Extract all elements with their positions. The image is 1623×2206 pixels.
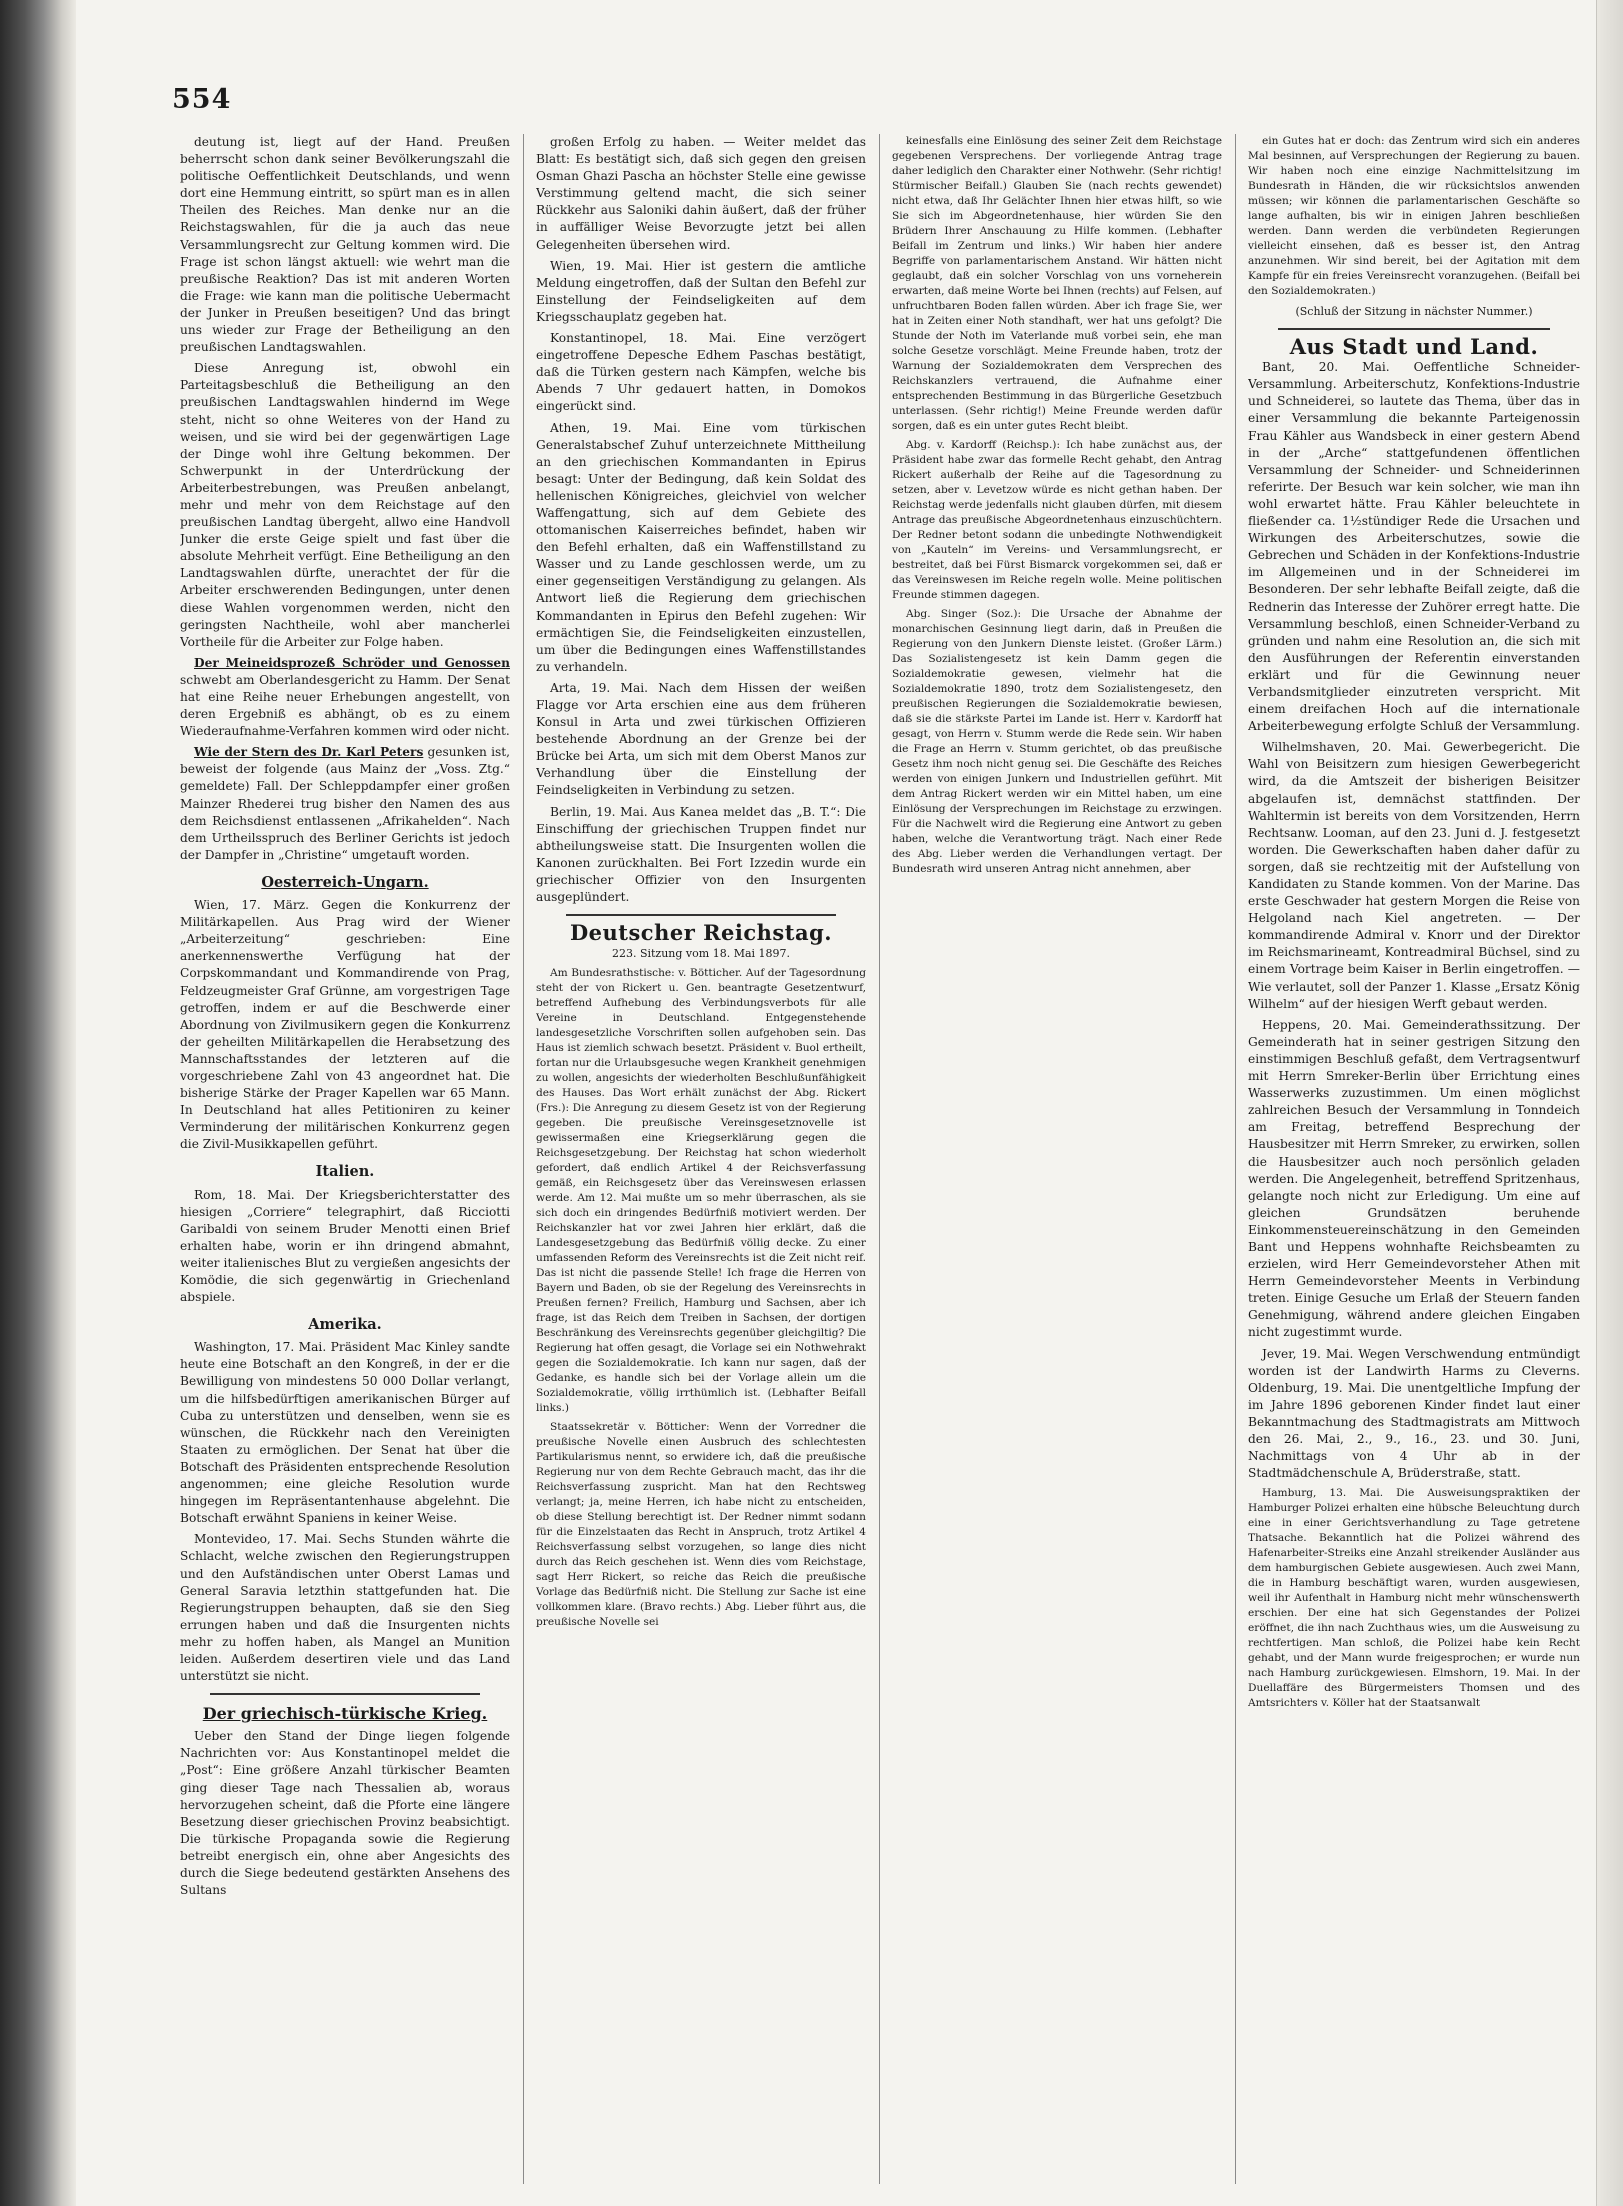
paragraph: Arta, 19. Mai. Nach dem Hissen der weißen Flagge vor Arta erschien eine aus dem früheren Konsul in Arta und zwei türkischen Offizieren bestehende Abordnung an der Grenze bei der Brücke bei Arta, um sich mit dem Oberst Manos zur Verhandlung über die Einstellung der Feindseligkeiten in Verbindung zu setzen. xyxy=(536,680,866,798)
article-text: Rom, 18. Mai. Der Kriegsberichterstatter des hiesigen „Corriere“ telegraphirt, daß Ricciotti Garibaldi von seinem Bruder Menotti einen Brief erhalten habe, worin er ihn dringend abmahnt, weiter italienisches Blut zu vergießen angesichts der Komödie, die sich gegenwärtig in Griechenland abspiele. xyxy=(180,1187,510,1305)
article-text: Wilhelmshaven, 20. Mai. Gewerbegericht. Die Wahl von Beisitzern zum hiesigen Gewerbegericht wird, da die Amtszeit der bisherigen Beisitzer abgelaufen ist, demnächst stattfinden. Der Wahltermin ist bereits von dem Vorsitzenden, Herrn Rechtsanw. Looman, auf den 23. Juni d. J. festgesetzt worden. Die Gewerkschaften haben daher dafür zu sorgen, daß sie rechtzeitig mit der Aufstellung von Kandidaten zu Stande kommen. Von der Marine. Das erste Geschwader hat gestern Morgen die Reise von Helgoland nach Kiel angetreten. — Der kommandirende Admiral v. Knorr und der Direktor im Reichsmarineamt, Kontreadmiral Büchsel, sind zu einem Vortrage beim Kaiser in Berlin eingetroffen. — Wie verlautet, soll der Panzer 1. Klasse „Ersatz König Wilhelm“ auf der hiesigen Werft gebaut werden. xyxy=(1248,740,1580,1011)
paragraph: großen Erfolg zu haben. — Weiter meldet das Blatt: Es bestätigt sich, daß sich gegen den greisen Osman Ghazi Pascha an höchster Stelle eine gewisse Verstimmung geltend macht, die sich seiner Rückkehr aus Saloniki dahin äußert, daß der früher in auffälliger Weise Bevorzugte jetzt bei allen Gelegenheiten übersehen wird. xyxy=(536,135,866,252)
article-text: Montevideo, 17. Mai. Sechs Stunden währte die Schlacht, welche zwischen den Regierungstruppen und den Aufständischen unter Oberst Lamas und General Saravia letzthin stattgefunden hat. Die Regierungstruppen behaupten, daß sie den Sieg errungen haben und daß die Insurgenten nichts mehr zu hoffen haben, als Mangel an Munition leiden. Außerdem desertiren viele und das Land unterstützt sie nicht. xyxy=(180,1532,510,1684)
section-heading: Der griechisch-türkische Krieg. xyxy=(202,1704,488,1724)
paragraph: Konstantinopel, 18. Mai. Eine verzögert eingetroffene Depesche Edhem Paschas bestätigt, daß die Türken gestern nach Kämpfen, welche bis Abends 7 Uhr gedauert hatten, in Domokos eingerückt sind. xyxy=(536,331,866,414)
article xyxy=(180,655,510,740)
column-rule xyxy=(1235,134,1236,2184)
paragraph: Wien, 19. Mai. Hier ist gestern die amtliche Meldung eingetroffen, daß der Sultan den Befehl zur Einstellung der Feindseligkeiten auf dem Kriegsschauplatz gegeben hat. xyxy=(536,258,866,324)
column-4 xyxy=(1248,134,1580,2184)
page-edge xyxy=(1596,0,1623,2206)
session-subtitle: 223. Sitzung vom 18. Mai 1897. xyxy=(611,947,791,961)
section-heading: Italien. xyxy=(315,1163,375,1181)
article xyxy=(180,744,510,864)
column-1 xyxy=(180,134,510,2184)
paragraph: deutung ist, liegt auf der Hand. Preußen beherrscht schon dank seiner Bevölkerungszahl die politische Oeffentlichkeit Deutschlands, und wenn dort eine Hemmung eintritt, so spürt man es in allen Theilen des Reiches. Man denke nur an die Reichstagswahlen, für die ja auch das neue Versammlungsrecht zur Geltung kommen wird. Die Frage ist schon längst aktuell: wie wehrt man die preußische Reaktion? Das ist mit anderen Worten die Frage: wie kann man die politische Uebermacht der Junker in Preußen beseitigen? Und das bringt uns wieder zur Frage der Betheiligung an den preußischen Landtagswahlen. xyxy=(180,135,510,355)
section-heading: Oesterreich-Ungarn. xyxy=(261,873,429,891)
text-columns xyxy=(180,134,1580,2184)
paragraph: Abg. Singer (Soz.): Die Ursache der Abnahme der monarchischen Gesinnung liegt darin, daß in Preußen die Regierung von den Junkern Dienste leistet. (Großer Lärm.) Das Sozialistengesetz ist kein Damm gegen die Sozialdemokratie gewesen, vielmehr hat die Sozialdemokratie 1890, trotz dem Sozialistengesetz, den preußischen Regierungen die Sozialdemokratie bewiesen, daß sie die stärkste Partei im Lande ist. Herr v. Kardorff hat gesagt, von Herrn v. Stumm werde die Rede sein. Wir haben die Frage an Herrn v. Stumm gerichtet, ob das preußische Gesetz ihm noch nicht genug sei. Die Geschäfte des Reiches werden von einigen Junkern und Industriellen geführt. Mit dem Antrag Rickert werden wir ein Mittel haben, um eine Einlösung der Versprechungen im Reichstage zu erzwingen. Für die Nachwelt wird die Regierung eine Antwort zu geben haben, welche die Verantwortung trägt. Nach einer Rede des Abg. Lieber werden die Verhandlungen vertagt. Der Bundesrath wird unseren Antrag nicht annehmen, aber xyxy=(892,608,1222,875)
article-title: Der Meineidsprozeß Schröder und Genossen xyxy=(194,655,510,670)
column-2 xyxy=(536,134,866,2184)
article-text: Wien, 17. März. Gegen die Konkurrenz der Militärkapellen. Aus Prag wird der Wiener „Arbeiterzeitung“ geschrieben: Eine anerkennenswerthe Verfügung hat der Corpskommandant und Kommandirende von Prag, Feldzeugmeister Graf Grünne, am vorgestrigen Tage getroffen, indem er auf die Beschwerde einer Abordnung von Zivilmusikern gegen die Konkurrenz der geheilten Militärkapellen die Herabsetzung des Mannschaftsstandes der letzteren auf die vorgeschriebene Zahl von 43 angeordnet hat. Die bisherige Stärke der Prager Kapellen war 65 Mann. In Deutschland hat alles Petitioniren zu keiner Verminderung der militärischen Konkurrenz gegen die Zivil-Musikkapellen geführt. xyxy=(180,898,510,1152)
paragraph: Berlin, 19. Mai. Aus Kanea meldet das „B. T.“: Die Einschiffung der griechischen Truppen findet nur abtheilungsweise statt. Die Insurgenten wollen die Kanonen zurückhalten. Bei Fort Izzedin wurde ein griechischer Offizier von den Insurgenten ausgeplündert. xyxy=(536,804,866,905)
paragraph: ein Gutes hat er doch: das Zentrum wird sich ein anderes Mal besinnen, auf Versprechungen der Regierung zu bauen. Wir haben noch eine einzige Nachmittelsitzung im Bundesrath in Händen, die wir rücksichtslos anwenden müssen; wir können die parlamentarischen Geschäfte so lange aufhalten, bis wir in einigen Jahren beschließen werden. Dann werden die verbündeten Regierungen vielleicht einsehen, daß es besser ist, den Antrag anzunehmen. Wir sind bereit, bei der Agitation mit dem Kampfe für ein freies Vereinsrecht voranzugehen. (Beifall bei den Sozialdemokraten.) xyxy=(1248,135,1580,297)
paragraph: keinesfalls eine Einlösung des seiner Zeit dem Reichstage gegebenen Versprechens. Der vorliegende Antrag trage daher lediglich den Charakter einer Nothwehr. (Sehr richtig! Stürmischer Beifall.) Glauben Sie (nach rechts gewendet) nicht etwa, daß Ihr Gelächter Ihnen hier etwas hilft, so wie Sie sich im Abgeordnetenhause, hier würden Sie den Brüdern Ihrer Anschauung zu Hilfe kommen. (Lebhafter Beifall im Zentrum und links.) Wir haben hier andere Begriffe von parlamentarischem Anstand. Wir hätten nicht geglaubt, daß ein solcher Vorschlag von uns vorneherein erwarten, daß meine Worte bei Ihnen (rechts) auf Felsen, auf unfruchtbaren Boden fallen würden. Aber ich frage Sie, wer hat in Zeiten einer Noth standhaft, wer hat uns gefolgt? Die Stunde der Noth im Vaterlande muß vorbei sein, ehe man solche Gesetze vorschlägt. Meine Freunde haben, trotz der Warnung der Sozialdemokraten dem Versprechen des Reichskanzlers vertrauend, die Aufnahme einer entsprechenden Bestimmung in das Bürgerliche Gesetzbuch unterlassen. (Sehr richtig!) Meine Freunde werden dafür sorgen, daß es ein unter gutes Recht bleibt. xyxy=(892,135,1222,432)
article-title: Wie der Stern des Dr. Karl Peters xyxy=(194,745,424,760)
section-heading: Deutscher Reichstag. xyxy=(569,920,833,946)
separator-rule xyxy=(1278,328,1550,330)
column-rule xyxy=(523,134,524,2184)
article-text: schwebt am Oberlandesgericht zu Hamm. Der Senat hat eine Reihe neuer Erhebungen angestellt, von deren Ergebniß es abhängt, ob es zu einem Wiederaufnahme-Verfahren kommen wird oder nicht. xyxy=(180,672,510,739)
paragraph: Abg. v. Kardorff (Reichsp.): Ich habe zunächst aus, der Präsident habe zwar das formelle Recht gehabt, den Antrag Rickert außerhalb der Reihe auf die Tagesordnung zu setzen, aber v. Levetzow würde es nicht gethan haben. Der Reichstag werde jedenfalls nicht glauben dürfen, mit diesem Antrage das preußische Abgeordnetenhaus einzuschüchtern. Der Redner betont sodann die unbedingte Nothwendigkeit von „Kauteln“ im Vereins- und Versammlungsrecht, er bestreitet, daß bei Fürst Bismarck vorgekommen sei, daß er das Vereinswesen im Reiche regeln wolle. Meine politischen Freunde stimmen dagegen. xyxy=(892,439,1222,601)
binding-edge xyxy=(62,0,76,2206)
separator-rule xyxy=(210,1693,480,1695)
article-text: Hamburg, 13. Mai. Die Ausweisungspraktiken der Hamburger Polizei erhalten eine hübsche Beleuchtung durch eine in einer Gerichtsverhandlung zu Tage getretene Thatsache. Bekanntlich hat die Polizei während des Hafenarbeiter-Streiks eine Anzahl streikender Ausländer aus dem hamburgischen Gebiete ausgewiesen. Auch zwei Mann, die in Hamburg beschäftigt waren, wurden ausgewiesen, weil ihr Aufenthalt in Hamburg nicht mehr wünschenswerth erschien. Der eine hat sich Gegenstandes der Polizei eröffnet, die ihn nach Zuchthaus wies, um die Ausweisung zu rechtfertigen. Man schloß, die Polizei habe kein Recht gehabt, und der Mann wurde freigesprochen; er wurde nun nach Hamburg zurückgewiesen. Elmshorn, 19. Mai. In der Duellaffäre des Bürgermeisters Thomsen und des Amtsrichters v. Köller hat der Staatsanwalt xyxy=(1248,1487,1580,1710)
article-text: gesunken ist, beweist der folgende (aus Mainz der „Voss. Ztg.“ gemeldete) Fall. Der Schleppdampfer einer großen Mainzer Rhederei trug bisher den Namen des aus dem Reichsdienst entlassenen „Afrikahelden“. Nach dem Urtheilsspruch des Berliner Gerichts ist jedoch der Dampfer in „Christine“ umgetauft worden. xyxy=(180,745,510,862)
article-text: Heppens, 20. Mai. Gemeinderathssitzung. Der Gemeinderath hat in seiner gestrigen Sitzung den einstimmigen Beschluß gefaßt, dem Vertragsentwurf mit Herrn Smreker-Berlin über Errichtung eines Wasserwerks zuzustimmen. Um einen möglichst zahlreichen Besuch der Versammlung in Tonndeich am Freitag, betreffend Besprechung der Hausbesitzer mit Herrn Smreker, zu erwirken, sollen die Hausbesitzer auch noch persönlich geladen werden. Die Angelegenheit, betreffend Spritzenhaus, gelangte noch nicht zur Erledigung. Um eine auf gleichen Grundsätzen beruhende Einkommensteuereinschätzung in den Gemeinden Bant und Heppens wohnhafte Reichsbeamten zu erzielen, wird Herr Gemeindevorsteher Athen mit Herrn Gemeindevorsteher Meents in Verbindung treten. Einige Gesuche um Erlaß der Steuern fanden Genehmigung, während andere gleichen Eingaben nicht zugestimmt wurde. xyxy=(1248,1017,1580,1340)
article-text: Washington, 17. Mai. Präsident Mac Kinley sandte heute eine Botschaft an den Kongreß, in der er die Bewilligung von mindestens 50 000 Dollar verlangt, um die hilfsbedürftigen amerikanischen Bürger auf Cuba zu unterstützen und denselben, wenn sie es wünschen, die Rückkehr nach den Vereinigten Staaten zu ermöglichen. Der Senat hat über die Botschaft des Präsidenten entsprechende Resolution angenommen; eine gleiche Resolution wurde hingegen im Repräsentantenhause abgelehnt. Die Botschaft erwähnt Spaniens in keiner Weise. xyxy=(180,1340,510,1526)
column-rule xyxy=(879,134,880,2184)
session-note: (Schluß der Sitzung in nächster Nummer.) xyxy=(1295,305,1533,318)
article-text: Ueber den Stand der Dinge liegen folgende Nachrichten vor: Aus Konstantinopel meldet die „Post“: Eine größere Anzahl türkischer Beamten ging dieser Tage nach Thessalien ab, woraus hervorzugehen scheint, daß die Pforte eine längere Besetzung dieser griechischen Provinz beabsichtigt. Die türkische Propaganda sowie die Regierung betreibt energisch ein, ohne aber Angesichts des durch die Siege bedeutend gestärkten Ansehens des Sultans xyxy=(180,1729,510,1898)
section-heading: Amerika. xyxy=(308,1316,382,1334)
page-number: 554 xyxy=(172,84,232,115)
column-3 xyxy=(892,134,1222,2184)
book-binding xyxy=(0,0,62,2206)
article-text: Staatssekretär v. Bötticher: Wenn der Vorredner die preußische Novelle einen Ausbruch des schlechtesten Partikularismus nennt, so erwidere ich, daß die preußische Regierung nur von dem Rechte Gebrauch macht, das ihr die Reichsverfassung zuspricht. Man hat den Rechtsweg verlangt; ja, meine Herren, ich habe nicht zu entscheiden, ob diese Stellung berechtigt ist. Der Redner nimmt sodann für die Einzelstaaten das Recht in Anspruch, trotz Artikel 4 Reichsverfassung selbst vorzugehen, so lange dies nicht durch das Reich geschehen ist. Wenn dies vom Reichstage, sagt Herr Rickert, so reiche das Reich die preußische Vorlage das Bedürfniß nicht. Die Stellung zur Sache ist eine vollkommen klare. (Bravo rechts.) Abg. Lieber führt aus, die preußische Novelle sei xyxy=(536,1421,866,1629)
separator-rule xyxy=(566,914,836,916)
paragraph: Diese Anregung ist, obwohl ein Parteitagsbeschluß die Betheiligung an den preußischen Landtagswahlen hindernd im Wege steht, nicht so ohne Weiteres von der Hand zu weisen, und sie wird bei der gegenwärtigen Lage der Dinge wohl ihre Geltung bekommen. Der Schwerpunkt in der Unterdrückung der Arbeiterbestrebungen, was Preußen anbelangt, mehr und mehr von dem Reichstage auf den preußischen Landtag übergeht, allwo eine Handvoll Junker die erste Geige spielt und fast über die absolute Mehrheit verfügt. Eine Betheiligung an den Landtagswahlen dürfte, unerachtet der für die Arbeiter erschwerenden Bedingungen, unter denen diese Wahlen vorgenommen werden, nicht den geringsten Nachtheile, wohl aber mancherlei Vortheile für die Arbeiter zur Folge haben. xyxy=(180,361,510,649)
section-heading: Aus Stadt und Land. xyxy=(1289,334,1539,360)
paragraph: Athen, 19. Mai. Eine vom türkischen Generalstabschef Zuhuf unterzeichnete Mittheilung an den griechischen Kommandanten in Epirus besagt: Unter der Bedingung, daß kein Soldat des hellenischen Königreiches, gleichviel von welcher Waffengattung, sich auf dem Gebiete des ottomanischen Kaiserreiches befindet, haben wir den Befehl erhalten, daß ein Waffenstillstand zu Wasser und zu Lande geschlossen werde, um zu einer gegenseitigen Verständigung zu gelangen. Als Antwort ließ die Regierung dem griechischen Kommandanten in Epirus den Befehl zugehen: Wir ermächtigen Sie, die Feindseligkeiten einzustellen, um über die Bedingungen eines Waffenstillstandes zu verhandeln. xyxy=(536,420,866,674)
article-text: Bant, 20. Mai. Oeffentliche Schneider-Versammlung. Arbeiterschutz, Konfektions-Industrie und Schneiderei, so lautete das Thema, über das in einer Versammlung die bekannte Parteigenossin Frau Kähler aus Wandsbeck in einer gestern Abend in der „Arche“ stattgefundenen öffentlichen Versammlung der Schneider- und Schneiderinnen referirte. Der Besuch war kein solcher, wie man ihn wohl erwartet hätte. Frau Kähler beleuchtete in fließender ca. 1½stündiger Rede die Ursachen und Wirkungen des Arbeiterschutzes, sowie die Gebrechen und Schäden in der Konfektions-Industrie im Allgemeinen und in der Schneiderei im Besonderen. Der sehr lebhafte Beifall zeigte, daß die Rednerin das Interesse der Zuhörer erregt hatte. Die Versammlung beschloß, einen Schneider-Verband zu gründen und nahm eine Resolution an, die sich mit den Ausführungen der Referentin einverstanden erklärt und für die Gewinnung neuer Verbandsmitglieder einzutreten verspricht. Mit einem dreifachen Hoch auf die internationale Arbeiterbewegung erfolgte Schluß der Versammlung. xyxy=(1248,360,1580,734)
article-text: Am Bundesrathstische: v. Bötticher. Auf der Tagesordnung steht der von Rickert u. Gen. beantragte Gesetzentwurf, betreffend Aufhebung des Verbindungsverbots für alle Vereine in Deutschland. Entgegenstehende landesgesetzliche Vorschriften sollen aufgehoben sein. Das Haus ist ziemlich schwach besetzt. Präsident v. Buol ertheilt, fortan nur die Urlaubsgesuche wegen Krankheit genehmigen zu wollen, angesichts der wiederholten Beschlußunfähigkeit des Hauses. Das Wort erhält zunächst der Abg. Rickert (Frs.): Die Anregung zu diesem Gesetz ist von der Regierung gegeben. Die preußische Vereinsgesetznovelle ist gewissermaßen eine Kriegserklärung gegen die Reichsgesetzgebung. Der Reichstag hat schon wiederholt gefordert, daß endlich Artikel 4 der Reichsverfassung gemäß, ein Reichsgesetz über das Vereinswesen erlassen werde. Am 12. Mai mußte um so mehr überraschen, als sie sich doch ein dringendes Bedürfniß motiviert werden. Der Reichskanzler hat vor zwei Jahren hier erklärt, daß die Landesgesetzgebung das Bedürfniß völlig decke. Zu einer umfassenden Reform des Vereinsrechts ist die Zeit nicht reif. Das ist nicht die passende Stelle! Ich frage die Herren von Bayern und Baden, ob sie der Regelung des Vereinsrechts in Preußen fernen? Freilich, Hamburg und Sachsen, aber ich frage, ist das Reich dem Treiben in Sachsen, der dortigen Beschränkung des Vereinsrechts gegenüber gleichgiltig? Die Regierung hat offen gesagt, die Vorlage sei ein Nothwehrakt gegen die Sozialdemokratie. Ich kann nur sagen, daß der Gedanke, es handle sich bei der Vorlage allein um die Sozialdemokratie, völlig irrthümlich ist. (Lebhafter Beifall links.) xyxy=(536,967,866,1415)
article-text: Jever, 19. Mai. Wegen Verschwendung entmündigt worden ist der Landwirth Harms zu Cleverns. Oldenburg, 19. Mai. Die unentgeltliche Impfung der im Jahre 1896 geborenen Kinder findet laut einer Bekanntmachung des Stadtmagistrats am Mittwoch den 26. Mai, 2., 9., 16., 23. und 30. Juni, Nachmittags von 4 Uhr ab in der Stadtmädchenschule A, Brüderstraße, statt. xyxy=(1248,1346,1580,1481)
